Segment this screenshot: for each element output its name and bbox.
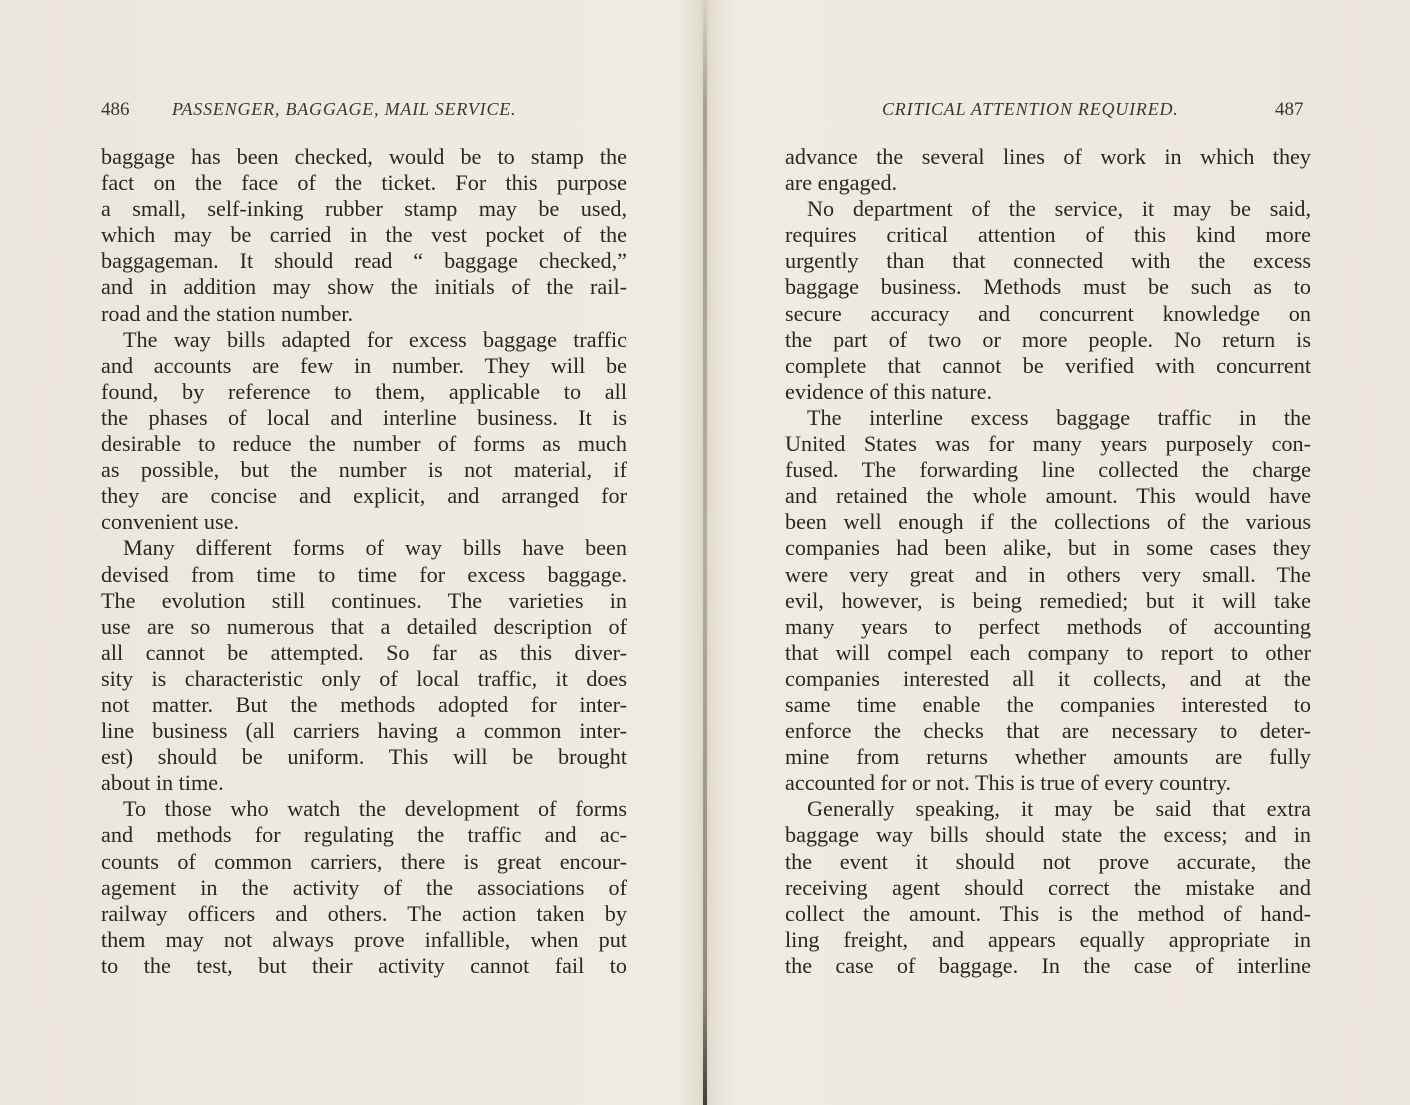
right-page-body bbox=[785, 144, 1311, 979]
text-line: receiving agent should correct the mistake and bbox=[785, 874, 1311, 900]
text-line: to the test, but their activity cannot fail to bbox=[101, 952, 627, 978]
paragraph bbox=[101, 535, 627, 796]
text-line: agement in the activity of the associations of bbox=[101, 874, 627, 900]
paragraph bbox=[785, 196, 1311, 405]
left-page bbox=[101, 96, 627, 979]
text-line: that will compel each company to report to other bbox=[785, 639, 1311, 665]
text-line: railway officers and others. The action taken by bbox=[101, 900, 627, 926]
book-gutter bbox=[703, 0, 707, 1105]
left-page-body bbox=[101, 144, 627, 979]
text-line: line business (all carriers having a common inter- bbox=[101, 718, 627, 744]
text-line: advance the several lines of work in which they bbox=[785, 144, 1311, 169]
text-line: all cannot be attempted. So far as this diver- bbox=[101, 639, 627, 665]
left-page-header bbox=[101, 96, 627, 122]
text-line: sity is characteristic only of local traffic, it does bbox=[101, 665, 627, 691]
paragraph bbox=[101, 796, 627, 979]
text-line: which may be carried in the vest pocket of the bbox=[101, 222, 627, 248]
text-line: ling freight, and appears equally appropriate in bbox=[785, 926, 1311, 952]
paragraph bbox=[785, 144, 1311, 196]
text-line: baggageman. It should read “ baggage checked,” bbox=[101, 248, 627, 274]
text-line: road and the station number. bbox=[101, 300, 354, 326]
text-line: the phases of local and interline business. It is bbox=[101, 404, 627, 430]
text-line: desirable to reduce the number of forms as much bbox=[101, 431, 627, 457]
text-line: same time enable the companies interested to bbox=[785, 691, 1311, 717]
text-line: Generally speaking, it may be said that extra bbox=[807, 796, 1311, 822]
text-line: requires critical attention of this kind more bbox=[785, 222, 1311, 248]
text-line: not matter. But the methods adopted for inter- bbox=[101, 691, 627, 717]
paragraph bbox=[101, 144, 627, 327]
text-line: evil, however, is being remedied; but it will take bbox=[785, 587, 1311, 613]
text-line: The evolution still continues. The varieties in bbox=[101, 587, 627, 613]
text-line: are engaged. bbox=[785, 170, 898, 196]
text-line: baggage has been checked, would be to stamp the bbox=[101, 144, 627, 169]
text-line: the part of two or more people. No return is bbox=[785, 326, 1311, 352]
text-line: companies interested all it collects, and at the bbox=[785, 665, 1311, 691]
text-line: and accounts are few in number. They will be bbox=[101, 352, 627, 378]
text-line: a small, self-inking rubber stamp may be used, bbox=[101, 196, 627, 222]
text-line: mine from returns whether amounts are fully bbox=[785, 744, 1311, 770]
text-line: the event it should not prove accurate, the bbox=[785, 848, 1311, 874]
text-line: about in time. bbox=[101, 770, 224, 796]
text-line: devised from time to time for excess baggage. bbox=[101, 561, 627, 587]
left-running-head: PASSENGER, BAGGAGE, MAIL SERVICE. bbox=[172, 99, 517, 119]
paragraph bbox=[785, 405, 1311, 796]
text-line: and retained the whole amount. This would have bbox=[785, 483, 1311, 509]
text-line: the case of baggage. In the case of interline bbox=[785, 952, 1311, 978]
text-line: evidence of this nature. bbox=[785, 378, 993, 404]
text-line: were very great and in others very small. The bbox=[785, 561, 1311, 587]
text-line: collect the amount. This is the method of hand- bbox=[785, 900, 1311, 926]
text-line: complete that cannot be verified with concurrent bbox=[785, 352, 1311, 378]
text-line: baggage business. Methods must be such as to bbox=[785, 274, 1311, 300]
text-line: companies had been alike, but in some cases they bbox=[785, 535, 1311, 561]
text-line: urgently than that connected with the excess bbox=[785, 248, 1311, 274]
text-line: and methods for regulating the traffic and ac- bbox=[101, 822, 627, 848]
text-line: many years to perfect methods of accounting bbox=[785, 613, 1311, 639]
text-line: and in addition may show the initials of the rail- bbox=[101, 274, 627, 300]
paragraph bbox=[101, 327, 627, 536]
text-line: counts of common carriers, there is great encour- bbox=[101, 848, 627, 874]
text-line: fact on the face of the ticket. For this purpose bbox=[101, 170, 627, 196]
text-line: baggage way bills should state the excess; and in bbox=[785, 822, 1311, 848]
text-line: use are so numerous that a detailed description of bbox=[101, 613, 627, 639]
text-line: United States was for many years purposely con- bbox=[785, 431, 1311, 457]
right-page bbox=[785, 96, 1311, 979]
text-line: enforce the checks that are necessary to deter- bbox=[785, 718, 1311, 744]
text-line: No department of the service, it may be said, bbox=[807, 196, 1311, 222]
paragraph bbox=[785, 796, 1311, 979]
text-line: secure accuracy and concurrent knowledge on bbox=[785, 300, 1311, 326]
text-line: The way bills adapted for excess baggage traffic bbox=[123, 326, 627, 352]
text-line: convenient use. bbox=[101, 509, 240, 535]
text-line: accounted for or not. This is true of every country. bbox=[785, 770, 1232, 796]
right-running-head: CRITICAL ATTENTION REQUIRED. bbox=[882, 99, 1179, 119]
text-line: as possible, but the number is not material, if bbox=[101, 457, 627, 483]
text-line: been well enough if the collections of the various bbox=[785, 509, 1311, 535]
text-line: found, by reference to them, applicable to all bbox=[101, 378, 627, 404]
text-line: they are concise and explicit, and arranged for bbox=[101, 483, 627, 509]
text-line: them may not always prove infallible, when put bbox=[101, 926, 627, 952]
right-page-header bbox=[785, 96, 1311, 122]
text-line: The interline excess baggage traffic in the bbox=[807, 404, 1311, 430]
text-line: est) should be uniform. This will be brought bbox=[101, 744, 627, 770]
left-page-number: 486 bbox=[101, 99, 130, 120]
right-page-number: 487 bbox=[1275, 99, 1304, 120]
text-line: To those who watch the development of forms bbox=[123, 796, 627, 822]
text-line: Many different forms of way bills have been bbox=[123, 535, 627, 561]
text-line: fused. The forwarding line collected the charge bbox=[785, 457, 1311, 483]
